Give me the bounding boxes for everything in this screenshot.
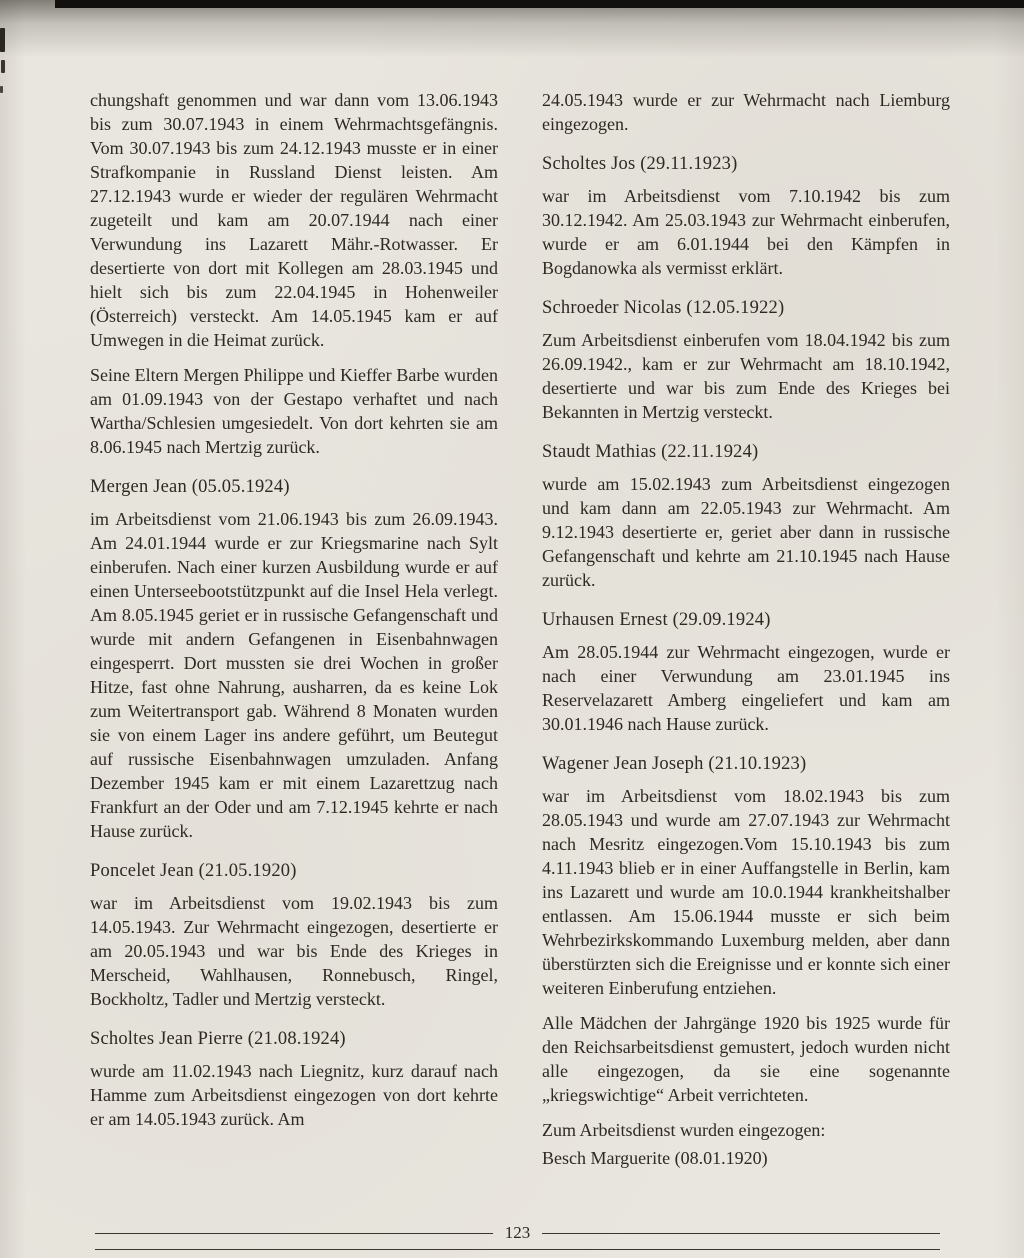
entry-heading: Scholtes Jos (29.11.1923) <box>542 154 738 174</box>
entry-body: war im Arbeitsdienst vom 7.10.1942 bis zum 30.12.1942. Am 25.03.1943 zur Wehrmacht einberufen, wurde er am 6.01.1944 bei den Kämpfen in Bogdanowka als vermisst erklärt. <box>542 186 950 278</box>
entry-body: war im Arbeitsdienst vom 19.02.1943 bis zum 14.05.1943. Zur Wehrmacht eingezogen, desertierte er am 20.05.1943 und war bis Ende des Krieges in Merscheid, Wahlhausen, Ronnebusch, Ringel, Bockholtz, Tadler und Mertzig versteckt. <box>90 893 498 1009</box>
scan-edge-mark <box>1 60 5 73</box>
scan-edge-mark <box>0 28 5 52</box>
entry-staudt-mathias <box>542 439 950 592</box>
page-content <box>90 88 950 1181</box>
entry-scholtes-jean-pierre <box>90 1026 498 1131</box>
entry-urhausen-ernest <box>542 607 950 736</box>
entry-body: wurde am 11.02.1943 nach Liegnitz, kurz darauf nach Hamme zum Arbeitsdienst eingezogen von dort kehrte er am 14.05.1943 zurück. Am <box>90 1061 498 1129</box>
entry-heading: Staudt Mathias (22.11.1924) <box>542 442 759 462</box>
paragraph-maedchen: Alle Mädchen der Jahrgänge 1920 bis 1925 wurde für den Reichsarbeitsdienst gemustert, jedoch wurden nicht alle eingezogen, da sie eine sogenannte „kriegswichtige“ Arbeit verrichteten. <box>542 1013 950 1105</box>
entry-mergen-jean <box>90 474 498 843</box>
paragraph-continuation: 24.05.1943 wurde er zur Wehrmacht nach Liemburg eingezogen. <box>542 90 950 134</box>
right-column <box>542 88 950 1181</box>
entry-body: wurde am 15.02.1943 zum Arbeitsdienst eingezogen und kam dann am 22.05.1943 zur Wehrmacht. Am 9.12.1943 desertierte er, geriet aber dann in russische Gefangenschaft und kehrte am 21.10.1945 nach Hause zurück. <box>542 474 950 590</box>
paragraph-parents: Seine Eltern Mergen Philippe und Kieffer Barbe wurden am 01.09.1943 von der Gestapo verhaftet und nach Wartha/Schlesien umgesiedelt. Von dort kehrten sie am 8.06.1945 nach Mertzig zurück. <box>90 365 498 457</box>
page-number-row <box>95 1224 940 1242</box>
paragraph-arbeitsdienst-intro: Zum Arbeitsdienst wurden eingezogen: <box>542 1120 826 1140</box>
paragraph-continuation: chungshaft genommen und war dann vom 13.06.1943 bis zum 30.07.1943 in einem Wehrmachtsgefängnis. Vom 30.07.1943 bis zum 24.12.1943 musste er in einer Strafkompanie in Russland Dienst leisten. Am 27.12.1943 wurde er wieder der regulären Wehrmacht zugeteilt und kam am 20.07.1944 nach einer Verwundung ins Lazarett Mähr.-Rotwasser. Er desertierte von dort mit Kollegen am 28.03.1945 und hielt sich bis zum 22.04.1945 in Hohenweiler (Österreich) versteckt. Am 14.05.1945 kam er auf Umwegen in die Heimat zurück. <box>90 90 498 350</box>
footer-rule-left <box>95 1233 493 1234</box>
footer-rule-right <box>542 1233 940 1234</box>
left-column <box>90 88 498 1181</box>
entry-heading: Schroeder Nicolas (12.05.1922) <box>542 298 785 318</box>
scan-edge-top-shadow <box>0 0 1024 58</box>
scan-edge-mark <box>0 86 3 93</box>
entry-body: Zum Arbeitsdienst einberufen vom 18.04.1942 bis zum 26.09.1942., kam er zur Wehrmacht am 18.10.1942, desertierte und war bis zum Ende des Krieges bei Bekannten in Mertzig versteckt. <box>542 330 950 422</box>
entry-heading: Urhausen Ernest (29.09.1924) <box>542 610 771 630</box>
entry-poncelet-jean <box>90 858 498 1011</box>
entry-heading: Mergen Jean (05.05.1924) <box>90 477 290 497</box>
entry-wagener-jean-joseph <box>542 751 950 1000</box>
paragraph-besch-marguerite: Besch Marguerite (08.01.1920) <box>542 1148 768 1168</box>
entry-heading: Scholtes Jean Pierre (21.08.1924) <box>90 1029 346 1049</box>
scan-edge-top-bar <box>55 0 1024 8</box>
footer-rule-bottom <box>95 1249 940 1250</box>
entry-heading: Poncelet Jean (21.05.1920) <box>90 861 297 881</box>
entry-body: im Arbeitsdienst vom 21.06.1943 bis zum 26.09.1943. Am 24.01.1944 wurde er zur Kriegsmarine nach Sylt einberufen. Nach einer kurzen Ausbildung wurde er auf einen Unterseebootstützpunkt auf die Insel Hela verlegt. Am 8.05.1945 geriet er in russische Gefangenschaft und wurde mit andern Gefangenen in Eisenbahnwagen eingesperrt. Dort mussten sie drei Wochen in großer Hitze, fast ohne Nahrung, ausharren, da es keine Lok zum Weitertransport gab. Während 8 Monaten wurden sie von einem Lager ins andere geführt, um Beutegut auf russische Eisenbahnwagen umzuladen. Anfang Dezember 1945 kam er mit einem Lazarettzug nach Frankfurt an der Oder und am 7.12.1945 kehrte er nach Hause zurück. <box>90 509 498 841</box>
page-footer <box>95 1224 940 1250</box>
entry-body: war im Arbeitsdienst vom 18.02.1943 bis zum 28.05.1943 und wurde am 27.07.1943 zur Wehrmacht nach Mesritz eingezogen.Vom 15.10.1943 bis zum 4.11.1943 blieb er in einer Auffangstelle in Berlin, kam ins Lazarett und wurde am 10.0.1944 krankheitshalber entlassen. Am 15.06.1944 musste er sich beim Wehrbezirkskommando Luxemburg melden, aber dann überstürzten sich die Ereignisse und er konnte sich einer weiteren Einberufung entziehen. <box>542 786 950 998</box>
page-number: 123 <box>504 1223 531 1242</box>
entry-body: Am 28.05.1944 zur Wehrmacht eingezogen, wurde er nach einer Verwundung am 23.01.1945 ins Reservelazarett Amberg eingeliefert und kam am 30.01.1946 nach Hause zurück. <box>542 642 950 734</box>
entry-heading: Wagener Jean Joseph (21.10.1923) <box>542 754 807 774</box>
entry-scholtes-jos <box>542 151 950 280</box>
entry-schroeder-nicolas <box>542 295 950 424</box>
